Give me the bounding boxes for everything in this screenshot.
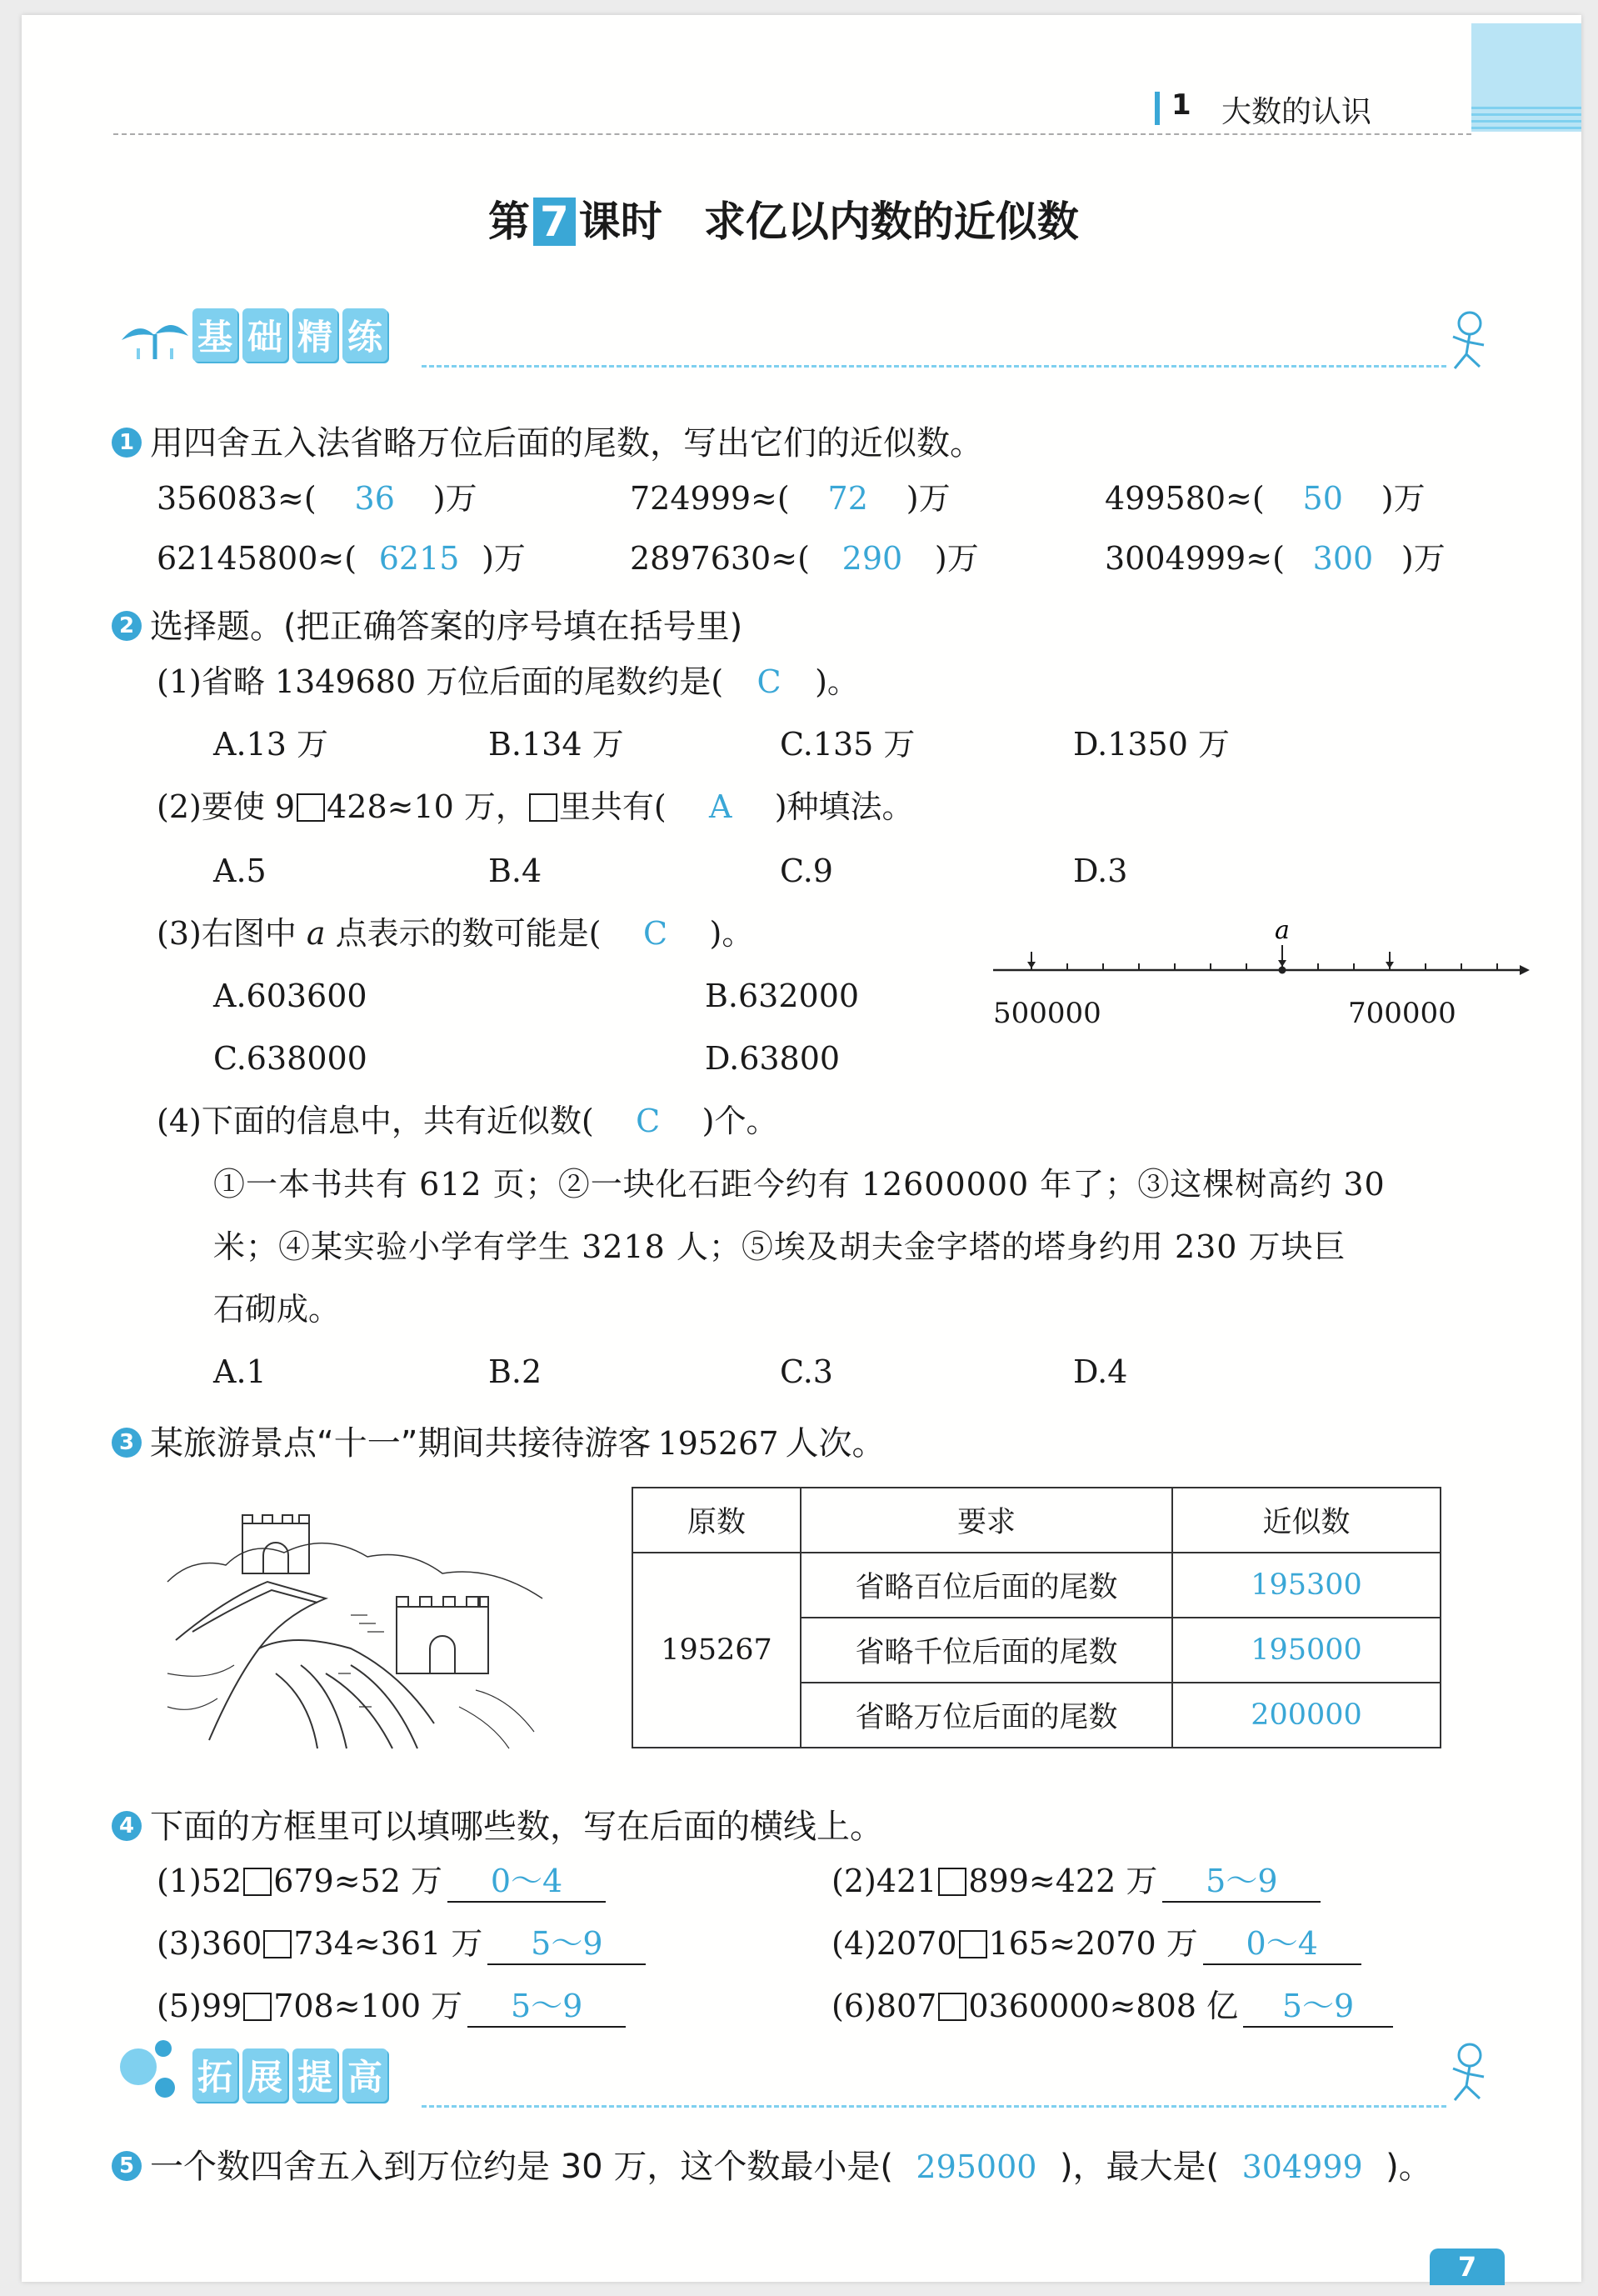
answer-text: 200000 [1172, 1683, 1441, 1748]
stem: (1)省略 1349680 万位后面的尾数约是( [157, 663, 724, 700]
option: B.134 万 [488, 726, 624, 763]
q1-number: 1 [112, 428, 142, 458]
q2-text: 选择题。(把正确答案的序号填在括号里) [150, 608, 743, 646]
stem: 708≈100 万 [273, 1988, 463, 2024]
q4-item-3 [157, 1925, 646, 1965]
stem: 899≈422 万 [968, 1863, 1158, 1899]
q5-text: )，最大是( [1059, 2148, 1220, 2186]
point-label: a [1275, 916, 1290, 945]
blank-box [243, 1868, 272, 1896]
option: A.603600 [213, 978, 367, 1014]
answer-text: 36 [354, 480, 395, 517]
answer-text: 5～9 [487, 1925, 646, 1965]
section-char: 基 [192, 308, 237, 362]
stem: 点表示的数可能是( [335, 915, 602, 952]
unit: 万 [918, 480, 951, 517]
answer-text: 295000 [916, 2148, 1037, 2185]
q4-item-2 [831, 1863, 1321, 1903]
workbook-page [22, 15, 1581, 2282]
q4-item-6 [831, 1988, 1393, 2028]
answer-text: 300 [1312, 540, 1374, 577]
q1-expr: 356083≈( [157, 480, 317, 517]
q1-text: 用四舍五入法省略万位后面的尾数，写出它们的近似数。 [150, 424, 983, 463]
table-row [632, 1553, 1441, 1618]
q2-p1-stem [157, 663, 859, 702]
stem: 679≈52 万 [273, 1863, 442, 1899]
lesson-prefix: 第 [488, 198, 530, 246]
header-divider [113, 133, 1471, 135]
q1-item-6: 3004999≈( 300 )万 [1105, 540, 1446, 577]
table-header: 原数 [632, 1488, 801, 1553]
numline-right-label: 700000 [1348, 997, 1456, 1030]
q3-text: 某旅游景点“十一”期间共接待游客 [150, 1424, 652, 1463]
answer-text: 5～9 [467, 1988, 626, 2028]
q3-title [112, 1417, 886, 1464]
blank-box [938, 1993, 966, 2021]
blank-box [263, 1930, 292, 1958]
answer-text: 0～4 [447, 1863, 606, 1903]
option: A.13 万 [213, 726, 328, 763]
running-kid-icon [1438, 308, 1496, 378]
section-char: 础 [242, 308, 287, 362]
q4-item-1 [157, 1863, 606, 1903]
option: B.632000 [705, 978, 860, 1014]
header-bar [1155, 92, 1160, 125]
stem: (4)下面的信息中，共有近似数( [157, 1103, 594, 1139]
stem: 734≈361 万 [293, 1925, 483, 1962]
q1-item-4: 62145800≈( 6215 )万 [157, 540, 526, 577]
blank-box [938, 1868, 966, 1896]
q2-p2-stem [157, 788, 914, 827]
blank-box [243, 1993, 272, 2021]
header-stripes [1471, 107, 1581, 132]
option: C.638000 [213, 1040, 367, 1077]
section-extend [192, 2048, 392, 2102]
q3-number: 3 [112, 1428, 142, 1458]
option: D.1350 万 [1073, 726, 1230, 763]
stem: 165≈2070 万 [988, 1925, 1198, 1962]
section-char: 展 [242, 2048, 287, 2102]
info-line: ①一本书共有 612 页；②一块化石距今约有 12600000 年了；③这棵树高约 30 [213, 1166, 1386, 1203]
chapter-title: 大数的认识 [1221, 95, 1372, 129]
option: D.3 [1073, 853, 1128, 889]
q2-p4-stem [157, 1103, 777, 1141]
option: A.1 [213, 1353, 267, 1390]
answer-text: C [642, 915, 668, 952]
page-number: 7 [1430, 2248, 1505, 2285]
stem: (3)右图中 [157, 915, 297, 952]
option: A.5 [213, 853, 267, 889]
section-char: 练 [342, 308, 387, 362]
q4-text: 下面的方框里可以填哪些数，写在后面的横线上。 [150, 1808, 883, 1846]
lesson-topic: 求亿以内数的近似数 [703, 198, 1079, 246]
section-char: 高 [342, 2048, 387, 2102]
great-wall-illustration [159, 1507, 551, 1760]
unit: 万 [445, 480, 477, 517]
lesson-suffix: 课时 [578, 198, 662, 246]
stem: (1)52 [157, 1863, 242, 1899]
q1-item-1: 356083≈( 36 )万 [157, 480, 477, 517]
q1-item-5: 2897630≈( 290 )万 [630, 540, 979, 577]
blank-box [529, 793, 557, 822]
variable: a [306, 915, 326, 952]
stem: (5)99 [157, 1988, 242, 2024]
option: B.2 [488, 1353, 542, 1390]
q1-expr: 724999≈( [630, 480, 790, 517]
answer-text: 6215 [378, 540, 460, 577]
section-char: 提 [292, 2048, 337, 2102]
bubbles-icon [113, 2033, 197, 2112]
table-header: 要求 [801, 1488, 1172, 1553]
option: B.4 [488, 853, 542, 889]
answer-text: 304999 [1241, 2148, 1363, 2185]
stem: (6)807 [831, 1988, 937, 2024]
answer-text: A [709, 788, 732, 825]
answer-text: 0～4 [1203, 1925, 1361, 1965]
q4-title [112, 1800, 883, 1848]
info-line: 石砌成。 [213, 1291, 341, 1328]
blank-box [959, 1930, 987, 1958]
q2-p3-stem [157, 915, 753, 953]
answer-text: 72 [827, 480, 868, 517]
q3-text: 人次。 [785, 1424, 886, 1463]
q1-expr: 499580≈( [1105, 480, 1265, 517]
stem: 0360000≈808 亿 [968, 1988, 1239, 2024]
stem-end: )。 [815, 663, 859, 700]
numline-left-label: 500000 [993, 997, 1101, 1030]
section-divider [422, 365, 1446, 368]
q4-item-4 [831, 1925, 1361, 1965]
stem: (4)2070 [831, 1925, 957, 1962]
requirement: 省略万位后面的尾数 [801, 1683, 1172, 1748]
q1-item-2: 724999≈( 72 )万 [630, 480, 951, 517]
table-header-row [632, 1488, 1441, 1553]
number-line-figure [980, 915, 1530, 1040]
q5-line [112, 2140, 1432, 2188]
q5-text: 一个数四舍五入到万位约是 30 万，这个数最小是( [150, 2148, 893, 2186]
answer-text: 195300 [1172, 1553, 1441, 1618]
q1-expr: 2897630≈( [630, 540, 810, 577]
q3-number-value: 195267 [657, 1425, 779, 1462]
stem-end: )个。 [702, 1103, 778, 1139]
q4-number: 4 [112, 1811, 142, 1841]
original-number: 195267 [632, 1553, 801, 1748]
number-line [980, 915, 1530, 998]
q4-item-5 [157, 1988, 626, 2028]
q1-expr: 62145800≈( [157, 540, 357, 577]
q1-expr: 3004999≈( [1105, 540, 1285, 577]
blank-box [297, 793, 325, 822]
stem-end: )种填法。 [774, 788, 914, 825]
stem-end: )。 [709, 915, 754, 952]
answer-text: 290 [841, 540, 903, 577]
unit: 万 [493, 540, 526, 577]
option: C.135 万 [780, 726, 916, 763]
answer-text: C [636, 1103, 661, 1139]
answer-text: 50 [1302, 480, 1343, 517]
option: D.4 [1073, 1353, 1128, 1390]
q1-item-3: 499580≈( 50 )万 [1105, 480, 1426, 517]
approximation-table [632, 1487, 1441, 1748]
answer-text: 5～9 [1162, 1863, 1321, 1903]
requirement: 省略千位后面的尾数 [801, 1618, 1172, 1683]
option: C.9 [780, 853, 833, 889]
table-header: 近似数 [1172, 1488, 1441, 1553]
section-basic [192, 308, 392, 362]
section-char: 拓 [192, 2048, 237, 2102]
q5-number: 5 [112, 2151, 142, 2181]
unit: 万 [946, 540, 979, 577]
q1-title [112, 417, 983, 464]
q2-number: 2 [112, 611, 142, 641]
sprout-icon [113, 303, 197, 364]
stem: (3)360 [157, 1925, 262, 1962]
running-kid-icon [1438, 2040, 1496, 2110]
answer-text: 5～9 [1243, 1988, 1393, 2028]
answer-text: C [757, 663, 782, 700]
requirement: 省略百位后面的尾数 [801, 1553, 1172, 1618]
info-line: 米；④某实验小学有学生 3218 人；⑤埃及胡夫金字塔的塔身约用 230 万块巨 [213, 1228, 1346, 1265]
stem: 里共有( [558, 788, 667, 825]
section-char: 精 [292, 308, 337, 362]
unit: 万 [1393, 480, 1426, 517]
lesson-title [488, 188, 1079, 248]
q2-title [112, 600, 742, 648]
option: C.3 [780, 1353, 833, 1390]
chapter-number: 1 [1171, 88, 1191, 122]
q5-text: )。 [1386, 2148, 1432, 2186]
stem: (2)421 [831, 1863, 937, 1899]
unit: 万 [1413, 540, 1446, 577]
answer-text: 195000 [1172, 1618, 1441, 1683]
stem: (2)要使 9 [157, 788, 296, 825]
lesson-number-badge: 7 [533, 198, 576, 246]
section-divider [422, 2105, 1446, 2108]
stem: 428≈10 万， [327, 788, 527, 825]
option: D.63800 [705, 1040, 841, 1077]
